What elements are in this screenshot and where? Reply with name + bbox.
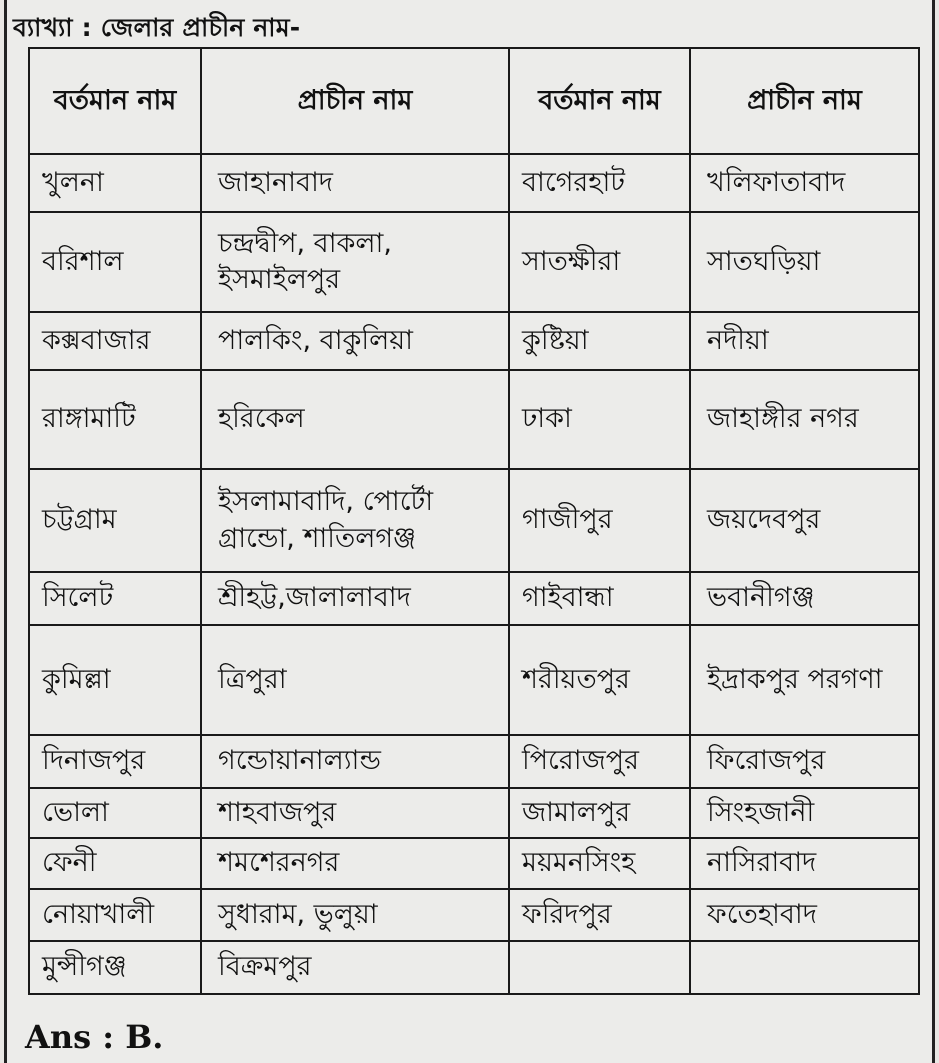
- current-name-cell: ফরিদপুর: [509, 889, 690, 941]
- table-row: [29, 370, 919, 469]
- current-name-cell: মুন্সীগঞ্জ: [29, 941, 201, 994]
- current-name-cell: কুমিল্লা: [29, 625, 201, 735]
- table-header-row: [29, 48, 919, 154]
- explanation-heading: ব্যাখ্যা : জেলার প্রাচীন নাম-: [13, 13, 301, 42]
- current-name-cell: গাইবান্ধা: [509, 572, 690, 625]
- ancient-name-cell: ইদ্রাকপুর পরগণা: [690, 625, 919, 735]
- answer-text: Ans : B.: [25, 1018, 164, 1056]
- ancient-name-cell: নদীয়া: [690, 312, 919, 370]
- ancient-name-cell: ভবানীগঞ্জ: [690, 572, 919, 625]
- table-row: [29, 312, 919, 370]
- ancient-name-cell: পালকিং, বাকুলিয়া: [201, 312, 509, 370]
- current-name-cell: গাজীপুর: [509, 469, 690, 572]
- ancient-name-cell: শ্রীহট্ট,জালালাবাদ: [201, 572, 509, 625]
- ancient-name-cell: চন্দ্রদ্বীপ, বাকলা, ইসমাইলপুর: [201, 212, 509, 312]
- current-name-cell: কক্সবাজার: [29, 312, 201, 370]
- current-name-cell: পিরোজপুর: [509, 735, 690, 788]
- table-row: [29, 788, 919, 838]
- ancient-name-cell: খলিফাতাবাদ: [690, 154, 919, 212]
- current-name-cell: রাঙ্গামাটি: [29, 370, 201, 469]
- ancient-name-cell: বিক্রমপুর: [201, 941, 509, 994]
- ancient-name-cell: নাসিরাবাদ: [690, 838, 919, 889]
- current-name-cell: খুলনা: [29, 154, 201, 212]
- current-name-cell: [509, 941, 690, 994]
- header-current-name-1: বর্তমান নাম: [29, 48, 201, 154]
- ancient-name-cell: শমশেরনগর: [201, 838, 509, 889]
- ancient-name-cell: সিংহজানী: [690, 788, 919, 838]
- current-name-cell: সিলেট: [29, 572, 201, 625]
- header-ancient-name-1: প্রাচীন নাম: [201, 48, 509, 154]
- ancient-name-cell: ফতেহাবাদ: [690, 889, 919, 941]
- table-row: [29, 889, 919, 941]
- table-row: [29, 212, 919, 312]
- ancient-name-cell: জাহানাবাদ: [201, 154, 509, 212]
- ancient-name-cell: সাতঘড়িয়া: [690, 212, 919, 312]
- ancient-name-cell: শাহবাজপুর: [201, 788, 509, 838]
- ancient-name-cell: [690, 941, 919, 994]
- current-name-cell: শরীয়তপুর: [509, 625, 690, 735]
- header-current-name-2: বর্তমান নাম: [509, 48, 690, 154]
- ancient-name-cell: সুধারাম, ভুলুয়া: [201, 889, 509, 941]
- current-name-cell: দিনাজপুর: [29, 735, 201, 788]
- current-name-cell: বাগেরহাট: [509, 154, 690, 212]
- ancient-name-cell: জাহাঙ্গীর নগর: [690, 370, 919, 469]
- ancient-name-cell: গন্ডোয়ানাল্যান্ড: [201, 735, 509, 788]
- current-name-cell: সাতক্ষীরা: [509, 212, 690, 312]
- ancient-name-cell: ত্রিপুরা: [201, 625, 509, 735]
- table-row: [29, 625, 919, 735]
- current-name-cell: ফেনী: [29, 838, 201, 889]
- current-name-cell: ভোলা: [29, 788, 201, 838]
- table-row: [29, 941, 919, 994]
- current-name-cell: বরিশাল: [29, 212, 201, 312]
- current-name-cell: ময়মনসিংহ: [509, 838, 690, 889]
- current-name-cell: চট্টগ্রাম: [29, 469, 201, 572]
- table-row: [29, 735, 919, 788]
- district-ancient-names-table: [28, 47, 920, 995]
- current-name-cell: জামালপুর: [509, 788, 690, 838]
- ancient-name-cell: ফিরোজপুর: [690, 735, 919, 788]
- table-row: [29, 572, 919, 625]
- header-ancient-name-2: প্রাচীন নাম: [690, 48, 919, 154]
- ancient-name-cell: হরিকেল: [201, 370, 509, 469]
- ancient-name-cell: জয়দেবপুর: [690, 469, 919, 572]
- current-name-cell: ঢাকা: [509, 370, 690, 469]
- table-row: [29, 154, 919, 212]
- table-row: [29, 469, 919, 572]
- page-sheet: [4, 0, 935, 1063]
- current-name-cell: কুষ্টিয়া: [509, 312, 690, 370]
- table-row: [29, 838, 919, 889]
- current-name-cell: নোয়াখালী: [29, 889, 201, 941]
- ancient-name-cell: ইসলামাবাদি, পোর্টো গ্রান্ডো, শাতিলগঞ্জ: [201, 469, 509, 572]
